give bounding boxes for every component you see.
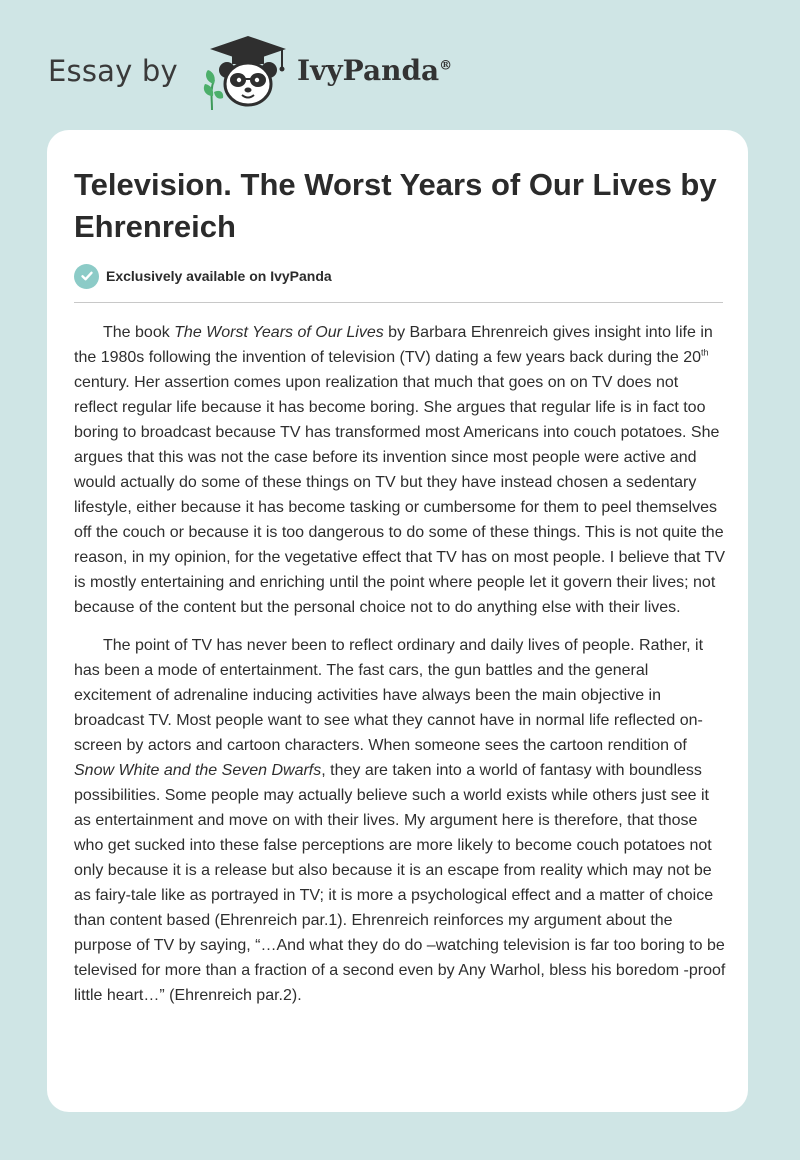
paragraph-text: The point of TV has never been to reflect ordinary and daily lives of people. Rather, it has been a mode of entertainment. The fast cars, the gun battles and the general excitement of adrenaline inducing activities have always been the main objective in broadcast TV. Most people want to see what they cannot have in normal life reflected on- screen by actors and cartoon characters. When someone sees the cartoon rendition of [74,637,704,754]
panda-graduate-logo[interactable] [202,34,294,110]
exclusive-badge [74,263,332,289]
paragraph-text: The book [103,324,175,341]
superscript: th [701,347,709,358]
essay-body [74,320,726,1021]
divider [74,302,723,303]
essay-paragraph [74,320,726,620]
page-title: Television. The Worst Years of Our Lives by Ehrenreich [74,167,717,244]
brand-name[interactable]: IvyPanda® [297,54,453,87]
paragraph-text: by Barbara Ehrenreich gives insight into life in the 1980s following the invention of television (TV) dating a few years back during the 20 [74,324,713,366]
essay-paragraph [74,633,726,1008]
essay-card [47,130,748,1112]
badge-label: Exclusively available on IvyPanda [106,268,332,284]
brand-prefix: Essay by [48,54,178,88]
registered-mark: ® [439,58,453,74]
italic-title: The Worst Years of Our Lives [174,324,384,341]
italic-title: Snow White and the Seven Dwarfs [74,762,322,779]
paragraph-text: , they are taken into a world of fantasy with boundless possibilities. Some people may actually believe such a world exists while others just see it as entertainment and move on with their lives. My argument here is therefore, that those who get sucked into these false perceptions are more likely to become couch potatoes not only because it is a release but also because it is an escape from reality which may not be as fairy-tale like as portrayed in TV; it is more a psychological effect and a matter of choice than content based (Ehrenreich par.1). Ehrenreich reinforces my argument about the purpose of TV by saying, “…And what they do do –watching television is far too boring to be televised for more than a fraction of a second even by Any Warhol, bless his boredom -proof little heart…” (Ehrenreich par.2). [74,762,726,1004]
paragraph-text: century. Her assertion comes upon realization that much that goes on on TV does not reflect regular life because it has become boring. She argues that regular life is in fact too boring to broadcast because TV has transformed most Americans into couch potatoes. She argues that this was not the case before its invention since most people were active and would actually do some of these things on TV but they have instead chosen a sedentary lifestyle, either because it has become tasking or cumbersome for them to peel themselves off the couch or because it is too dangerous to do some of these things. This is not quite the reason, in my opinion, for the vegetative effect that TV has on most people. I believe that TV is mostly entertaining and enriching until the point where people let it govern their lives; not because of the content but the personal choice not to do anything else with their lives. [74,374,726,616]
check-circle-icon [74,264,99,289]
site-header [48,34,468,110]
